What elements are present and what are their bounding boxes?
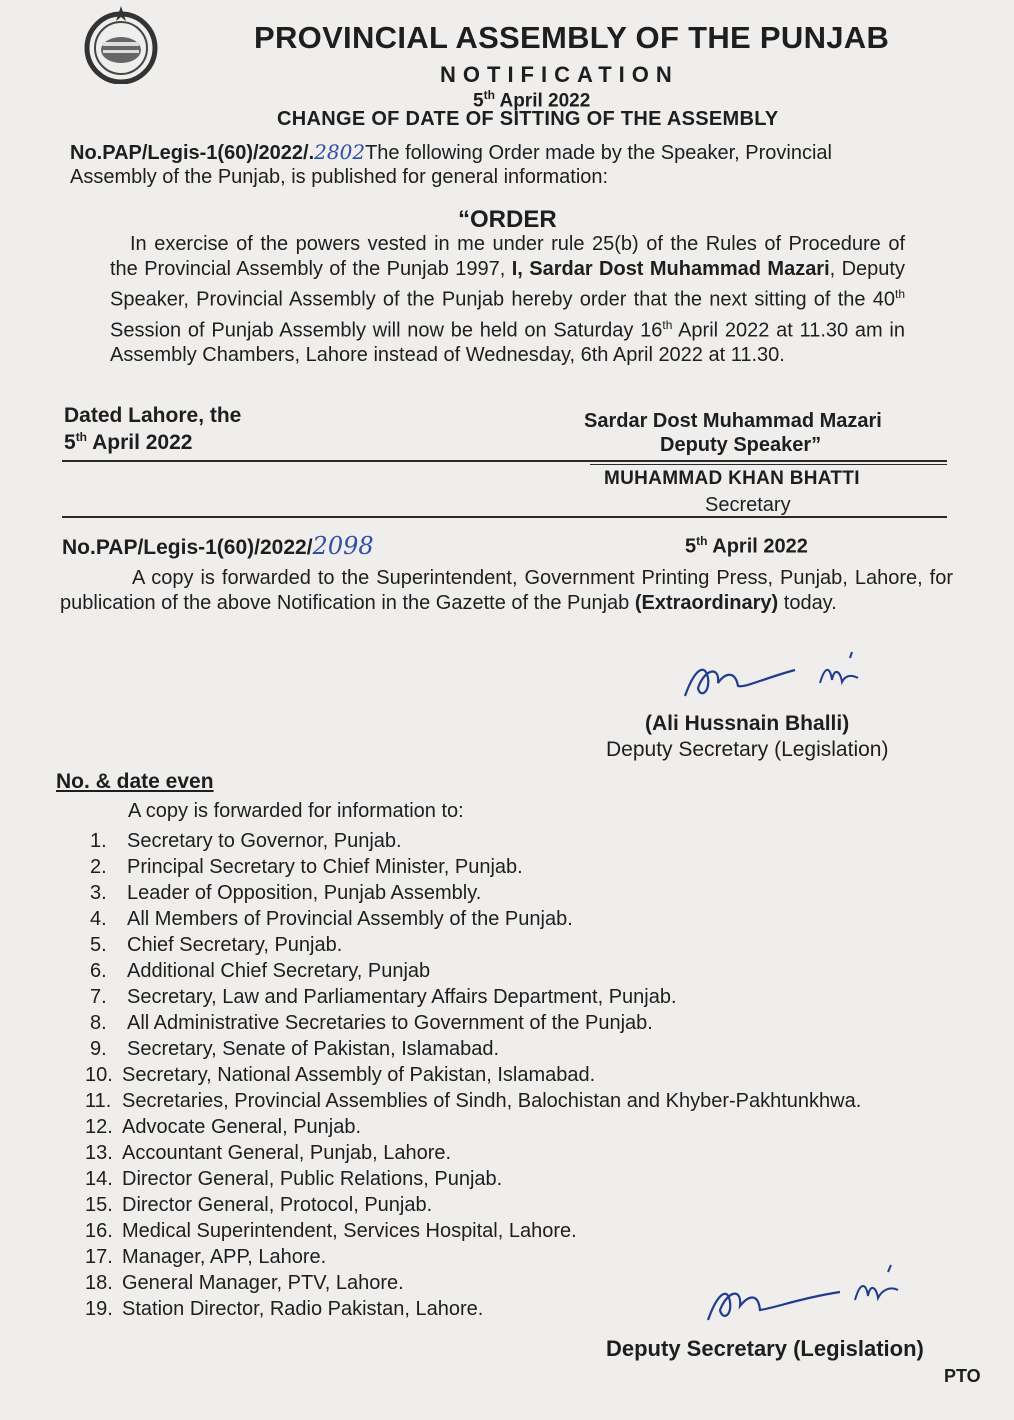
list-item-number: 4. <box>90 908 107 930</box>
list-item-text: Secretary, Law and Parliamentary Affairs Department, Punjab. <box>127 986 677 1008</box>
dated-date: 5th April 2022 <box>64 430 193 454</box>
list-item-text: Secretary, National Assembly of Pakistan, Islamabad. <box>122 1064 596 1086</box>
distribution-list-item <box>90 986 677 1009</box>
deputy-secretary-title: Deputy Secretary (Legislation) <box>606 738 889 761</box>
forwarding-paragraph: A copy is forwarded to the Superintendent, Government Printing Press, Punjab, Lahore, for publication of the above Notification in the Gazette of the Punjab (Extraordinary) today. <box>60 567 953 614</box>
list-item-text: Director General, Public Relations, Punjab. <box>122 1168 503 1190</box>
notification-label: NOTIFICATION <box>440 62 679 87</box>
list-item-number: 12. <box>85 1116 113 1138</box>
distribution-list-item <box>85 1220 577 1243</box>
list-item-number: 15. <box>85 1194 113 1216</box>
distribution-list-item <box>85 1246 326 1269</box>
order-paragraph: In exercise of the powers vested in me under rule 25(b) of the Rules of Procedure of the Provincial Assembly of the Punjab 1997, I, Sardar Dost Muhammad Mazari, Deputy Speaker, Provincial Assembly of the Punjab hereby order that the next sitting of the 40th Session of Punjab Assembly will now be held on Saturday 16th April 2022 at 11.30 am in Assembly Chambers, Lahore instead of Wednesday, 6th April 2022 at 11.30. <box>110 233 905 367</box>
deputy-secretary-name: (Ali Hussnain Bhalli) <box>645 712 850 735</box>
distribution-intro: A copy is forwarded for information to: <box>128 800 464 822</box>
distribution-list-item <box>90 830 402 853</box>
list-item-text: General Manager, PTV, Lahore. <box>122 1272 404 1294</box>
distribution-list-item <box>85 1168 502 1191</box>
list-item-number: 6. <box>90 960 107 982</box>
distribution-list-item <box>85 1194 432 1217</box>
list-item-number: 17. <box>85 1246 113 1268</box>
handwritten-reference-2: 2098 <box>312 532 374 560</box>
list-item-number: 14. <box>85 1168 113 1190</box>
list-item-text: Manager, APP, Lahore. <box>122 1246 327 1268</box>
list-item-text: All Administrative Secretaries to Government of the Punjab. <box>127 1012 653 1034</box>
distribution-list-item <box>90 1038 499 1061</box>
list-item-number: 11. <box>85 1090 112 1112</box>
distribution-list-item <box>90 1012 653 1035</box>
list-item-number: 3. <box>90 882 107 904</box>
second-reference-date: 5th April 2022 <box>685 534 808 558</box>
list-item-number: 18. <box>85 1272 113 1294</box>
secretary-name: MUHAMMAD KHAN BHATTI <box>604 468 860 489</box>
distribution-heading: No. & date even <box>56 770 214 793</box>
notification-subject: CHANGE OF DATE OF SITTING OF THE ASSEMBLY <box>277 108 779 130</box>
handwritten-signature-1 <box>680 648 880 708</box>
divider-2 <box>62 516 947 518</box>
divider-1 <box>62 460 947 462</box>
distribution-list-item <box>90 856 523 879</box>
header-date: 5th April 2022 <box>473 88 591 112</box>
list-item-number: 16. <box>85 1220 113 1242</box>
intro-text-1: The following Order made by the Speaker, Provincial <box>365 142 832 164</box>
handwritten-reference: 2802 <box>314 140 366 164</box>
list-item-number: 5. <box>90 934 107 956</box>
distribution-list-item <box>85 1298 483 1321</box>
list-item-number: 19. <box>85 1298 113 1320</box>
distribution-list-item <box>90 908 573 931</box>
distribution-list-item <box>90 882 481 905</box>
divider-1b <box>590 464 947 465</box>
list-item-text: All Members of Provincial Assembly of the Punjab. <box>127 908 573 930</box>
list-item-text: Station Director, Radio Pakistan, Lahore. <box>122 1298 484 1320</box>
reference-number: No.PAP/Legis-1(60)/2022/. <box>70 142 315 164</box>
list-item-number: 13. <box>85 1142 113 1164</box>
list-item-number: 1. <box>90 830 107 852</box>
order-heading: “ORDER <box>458 206 557 233</box>
list-item-text: Secretaries, Provincial Assemblies of Sindh, Balochistan and Khyber-Pakhtunkhwa. <box>122 1090 862 1112</box>
handwritten-signature-2 <box>700 1262 920 1332</box>
distribution-list-item <box>90 960 430 983</box>
second-reference: No.PAP/Legis-1(60)/2022/2098 <box>62 532 374 560</box>
speaker-title: Deputy Speaker” <box>660 434 822 456</box>
assembly-emblem-logo <box>76 4 166 84</box>
list-item-text: Secretary, Senate of Pakistan, Islamabad. <box>127 1038 500 1060</box>
list-item-text: Leader of Opposition, Punjab Assembly. <box>127 882 482 904</box>
list-item-text: Principal Secretary to Chief Minister, Punjab. <box>127 856 523 878</box>
list-item-text: Secretary to Governor, Punjab. <box>127 830 402 852</box>
distribution-list-item <box>85 1272 404 1295</box>
distribution-list-item <box>85 1116 361 1139</box>
list-item-text: Advocate General, Punjab. <box>122 1116 362 1138</box>
reference-line <box>70 140 832 165</box>
footer-signatory: Deputy Secretary (Legislation) <box>606 1336 924 1361</box>
distribution-list-item <box>90 934 342 957</box>
secretary-title: Secretary <box>705 494 791 516</box>
list-item-number: 2. <box>90 856 107 878</box>
distribution-list-item <box>85 1064 595 1087</box>
distribution-list-item <box>85 1142 451 1165</box>
list-item-text: Accountant General, Punjab, Lahore. <box>122 1142 452 1164</box>
list-item-number: 9. <box>90 1038 107 1060</box>
dated-line: Dated Lahore, the <box>64 404 242 427</box>
assembly-title: PROVINCIAL ASSEMBLY OF THE PUNJAB <box>254 20 890 55</box>
list-item-text: Medical Superintendent, Services Hospital, Lahore. <box>122 1220 577 1242</box>
list-item-number: 8. <box>90 1012 107 1034</box>
list-item-number: 10. <box>85 1064 113 1086</box>
pto-label: PTO <box>944 1366 981 1386</box>
distribution-list-item <box>85 1090 861 1113</box>
list-item-number: 7. <box>90 986 107 1008</box>
list-item-text: Chief Secretary, Punjab. <box>127 934 343 956</box>
list-item-text: Director General, Protocol, Punjab. <box>122 1194 433 1216</box>
speaker-name: Sardar Dost Muhammad Mazari <box>584 410 882 432</box>
intro-text-2: Assembly of the Punjab, is published for general information: <box>70 166 609 188</box>
list-item-text: Additional Chief Secretary, Punjab <box>127 960 431 982</box>
